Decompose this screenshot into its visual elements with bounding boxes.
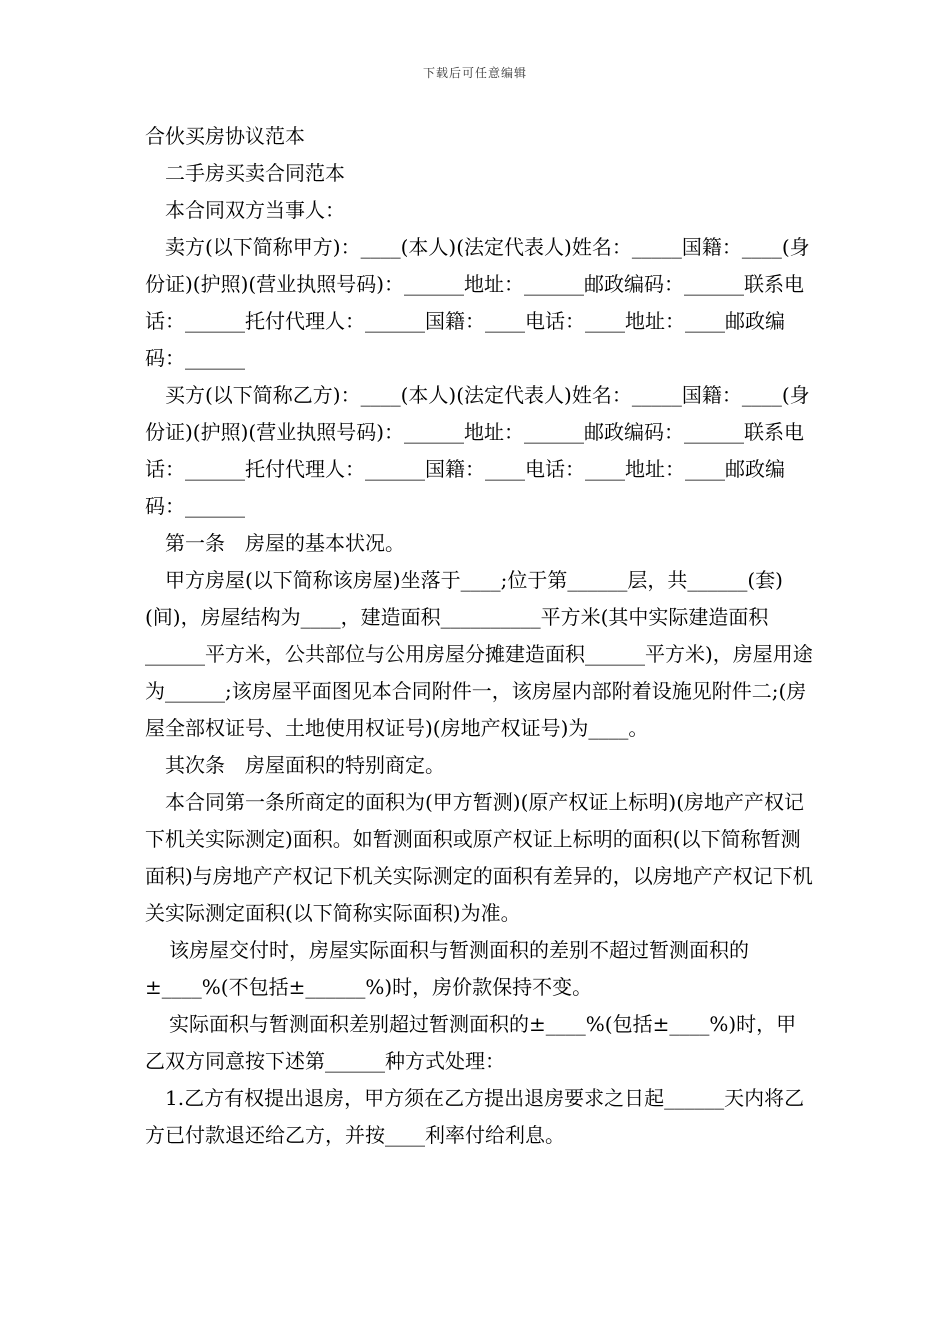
- document-body: [145, 118, 813, 1154]
- page-header: 下载后可任意编辑: [422, 66, 527, 80]
- delivery-paragraph: 该房屋交付时，房屋实际面积与暂测面积的差别不超过暂测面积的±____%(不包括±______%)时，房价款保持不变。: [145, 938, 749, 999]
- exceed-paragraph: 实际面积与暂测面积差别超过暂测面积的±____%(包括±____%)时，甲乙双方同意按下述第______种方式处理：: [145, 1012, 797, 1073]
- document-title: 合伙买房协议范本: [145, 124, 305, 148]
- document-subtitle: 二手房买卖合同范本: [165, 161, 345, 185]
- parties-intro: 本合同双方当事人：: [165, 198, 345, 222]
- article-1-body: 甲方房屋(以下简称该房屋)坐落于____;位于第______层，共______(套)(间)，房屋结构为____，建造面积__________平方米(其中实际建造面积______平方米，公共部位与公用房屋分摊建造面积______平方米)，房屋用途为______;该房屋平面图见本合同附件一，该房屋内部附着设施见附件二;(房屋全部权证号、土地使用权证号)(房地产权证号)为____。: [145, 568, 813, 740]
- article-2-body: 本合同第一条所商定的面积为(甲方暂测)(原产权证上标明)(房地产产权记下机关实际测定)面积。如暂测面积或原产权证上标明的面积(以下简称暂测面积)与房地产产权记下机关实际测定的面积有差异的，以房地产产权记下机关实际测定面积(以下简称实际面积)为准。: [145, 790, 813, 925]
- seller-paragraph: 卖方(以下简称甲方)：____(本人)(法定代表人)姓名：_____国籍：____(身份证)(护照)(营业执照号码)：______地址：______邮政编码：______联系电话：______托付代理人：______国籍：____电话：____地址：____邮政编码：______: [145, 235, 810, 370]
- item-1-paragraph: 1.乙方有权提出退房，甲方须在乙方提出退房要求之日起______天内将乙方已付款退还给乙方，并按____利率付给利息。: [145, 1086, 805, 1147]
- article-1-title: 第一条 房屋的基本状况。: [165, 531, 405, 555]
- article-2-title: 其次条 房屋面积的特别商定。: [165, 753, 445, 777]
- buyer-paragraph: 买方(以下简称乙方)：____(本人)(法定代表人)姓名：_____国籍：____(身份证)(护照)(营业执照号码)：______地址：______邮政编码：______联系电话：______托付代理人：______国籍：____电话：____地址：____邮政编码：______: [145, 383, 810, 518]
